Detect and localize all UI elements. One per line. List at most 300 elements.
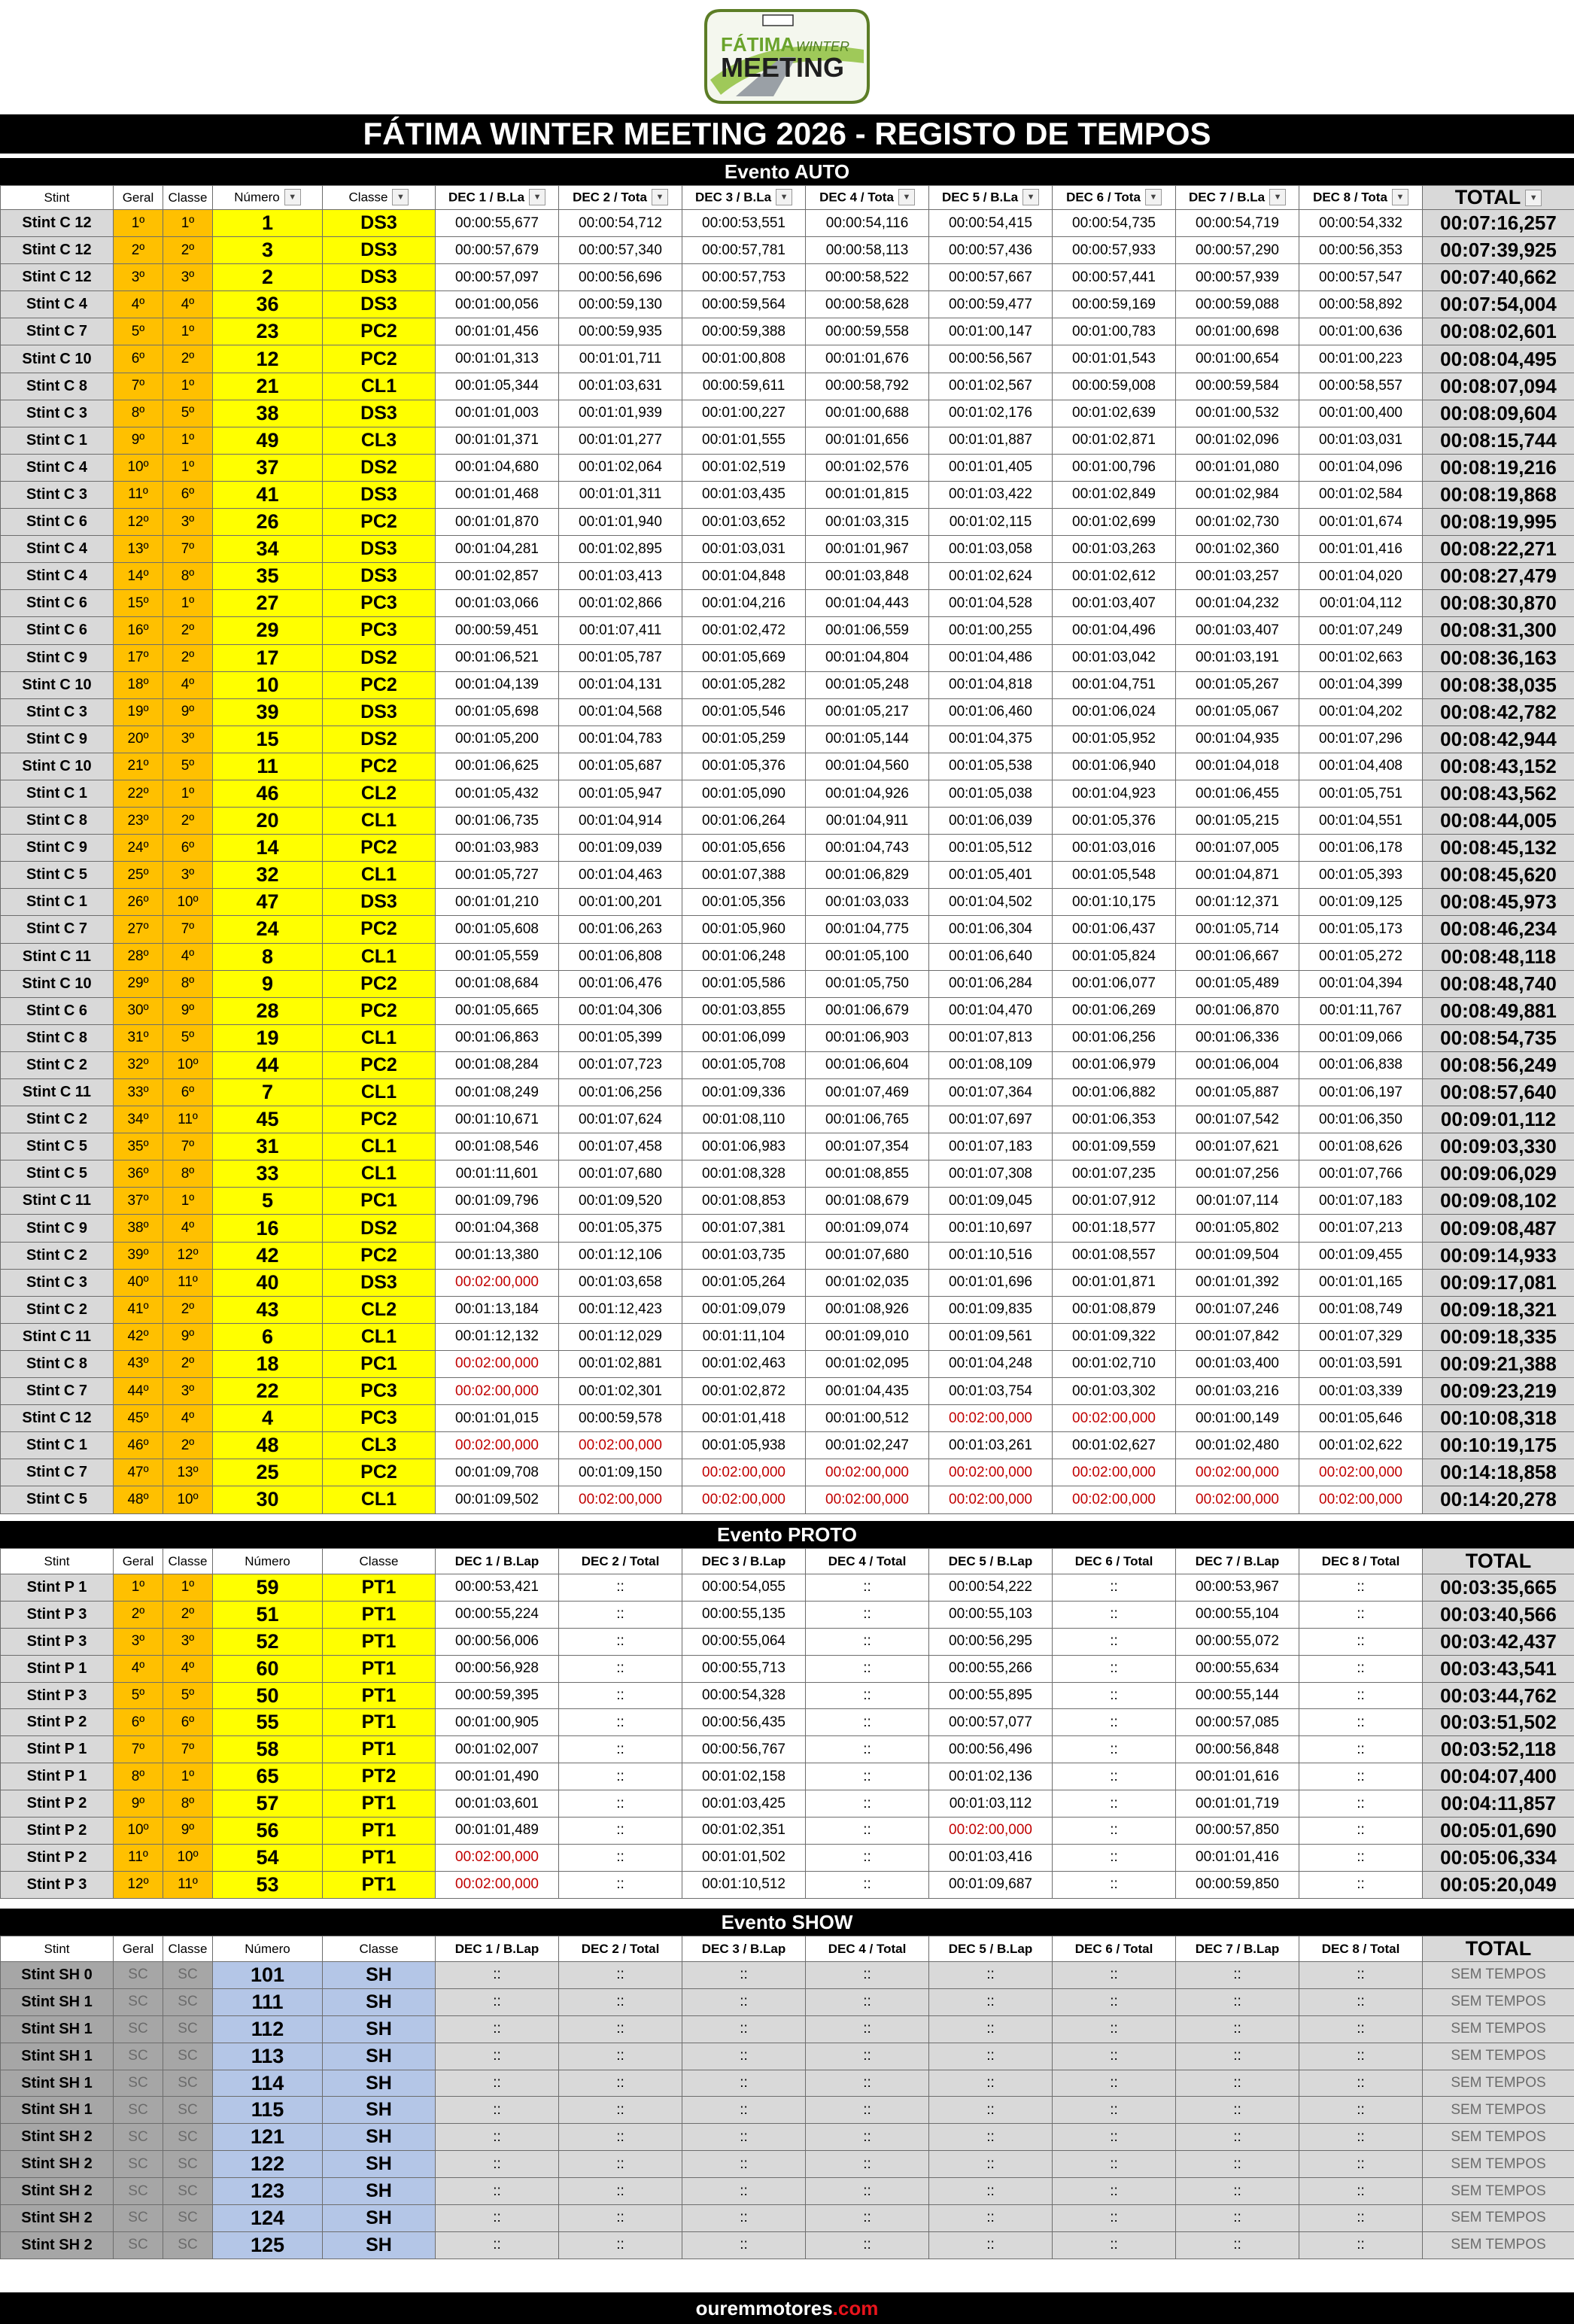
dec-5-time: 00:00:54,222: [929, 1574, 1053, 1602]
dec-4-time: ::: [806, 1655, 929, 1682]
filter-dropdown-icon[interactable]: ▼: [1392, 189, 1408, 205]
dec-1-time: 00:01:04,281: [436, 536, 559, 563]
dec-4-time: 00:01:03,848: [806, 563, 929, 590]
dec-7-time: 00:00:54,719: [1176, 210, 1299, 237]
dec-5-time: 00:01:00,147: [929, 318, 1053, 345]
overall-position: 38º: [114, 1215, 163, 1242]
dec-3-time: 00:00:54,055: [682, 1574, 806, 1602]
stint-cell: Stint C 4: [1, 536, 114, 563]
car-class: PC2: [323, 1242, 436, 1269]
dec-5-time: 00:01:05,538: [929, 753, 1053, 780]
dec-7-time: ::: [1176, 2151, 1299, 2178]
car-number: 124: [213, 2205, 323, 2232]
stint-cell: Stint P 3: [1, 1871, 114, 1898]
dec-2-time: ::: [559, 1790, 682, 1818]
dec-1-time: 00:01:01,870: [436, 509, 559, 536]
class-position: 3º: [163, 862, 213, 889]
dec-5-time: 00:00:59,477: [929, 291, 1053, 318]
car-number: 56: [213, 1818, 323, 1845]
dec-4-time: ::: [806, 1844, 929, 1871]
stint-cell: Stint C 10: [1, 671, 114, 698]
dec-6-time: 00:01:06,979: [1053, 1051, 1176, 1078]
class-position: 10º: [163, 1844, 213, 1871]
car-class: DS3: [323, 481, 436, 508]
filter-dropdown-icon[interactable]: ▼: [652, 189, 668, 205]
dec-1-time: 00:01:01,456: [436, 318, 559, 345]
stint-cell: Stint P 2: [1, 1818, 114, 1845]
car-class: PC2: [323, 997, 436, 1024]
filter-dropdown-icon[interactable]: ▼: [392, 189, 409, 205]
car-class: SH: [323, 2205, 436, 2232]
dec-7-time: 00:01:07,005: [1176, 835, 1299, 862]
filter-dropdown-icon[interactable]: ▼: [776, 189, 792, 205]
dec-4-time: 00:01:05,144: [806, 725, 929, 753]
col-total-label: TOTAL: [1454, 186, 1521, 208]
class-position: SC: [163, 2124, 213, 2151]
col-dec-5: [929, 1936, 1053, 1962]
dec-3-time: 00:01:09,079: [682, 1296, 806, 1323]
dec-4-time: ::: [806, 2043, 929, 2070]
total-time: 00:08:57,640: [1423, 1079, 1574, 1106]
filter-dropdown-icon[interactable]: ▼: [529, 189, 545, 205]
table-row: [1, 2205, 1574, 2232]
total-time: 00:07:40,662: [1423, 264, 1574, 291]
dec-5-time: 00:02:00,000: [929, 1486, 1053, 1513]
col-class-label: Classe: [359, 1553, 399, 1568]
overall-position: 37º: [114, 1188, 163, 1215]
dec-8-time: ::: [1299, 2151, 1423, 2178]
col-dec-8[interactable]: [1299, 186, 1423, 210]
overall-position: 12º: [114, 1871, 163, 1898]
class-position: 11º: [163, 1269, 213, 1296]
stint-cell: Stint P 3: [1, 1682, 114, 1709]
dec-5-time: 00:01:02,115: [929, 509, 1053, 536]
dec-2-time: 00:01:09,150: [559, 1459, 682, 1486]
dec-6-time: 00:00:59,169: [1053, 291, 1176, 318]
dec-7-time: 00:01:01,616: [1176, 1763, 1299, 1790]
dec-2-time: ::: [559, 1844, 682, 1871]
car-class: CL3: [323, 1432, 436, 1459]
col-dec-3-label: DEC 3 / B.Lap: [701, 1553, 786, 1568]
stint-cell: Stint C 7: [1, 1378, 114, 1405]
dec-1-time: 00:00:59,395: [436, 1682, 559, 1709]
dec-7-time: ::: [1176, 2070, 1299, 2097]
total-time: 00:08:04,495: [1423, 345, 1574, 373]
dec-8-time: 00:01:05,646: [1299, 1405, 1423, 1432]
dec-6-time: ::: [1053, 2097, 1176, 2124]
car-number: 35: [213, 563, 323, 590]
car-class: PT1: [323, 1844, 436, 1871]
dec-5-time: ::: [929, 2178, 1053, 2205]
car-number: 30: [213, 1486, 323, 1513]
col-dec-2[interactable]: [559, 186, 682, 210]
total-time: 00:08:56,249: [1423, 1051, 1574, 1078]
dec-6-time: 00:01:02,699: [1053, 509, 1176, 536]
class-position: 2º: [163, 1350, 213, 1377]
dec-8-time: 00:01:02,622: [1299, 1432, 1423, 1459]
overall-position: 9º: [114, 427, 163, 454]
dec-7-time: 00:02:00,000: [1176, 1459, 1299, 1486]
col-dec-7-label: DEC 7 / B.Lap: [1195, 1553, 1280, 1568]
dec-5-time: 00:01:08,109: [929, 1051, 1053, 1078]
dec-8-time: ::: [1299, 2231, 1423, 2259]
total-time: 00:03:52,118: [1423, 1736, 1574, 1763]
col-dec-6[interactable]: [1053, 186, 1176, 210]
dec-8-time: 00:00:56,353: [1299, 237, 1423, 264]
dec-7-time: 00:01:00,532: [1176, 400, 1299, 427]
dec-4-time: 00:00:54,116: [806, 210, 929, 237]
dec-8-time: ::: [1299, 1601, 1423, 1628]
col-geral-label: Geral: [122, 1553, 154, 1568]
car-class: CL3: [323, 427, 436, 454]
dec-3-time: ::: [682, 2070, 806, 2097]
dec-7-time: 00:01:05,267: [1176, 671, 1299, 698]
dec-6-time: 00:01:06,353: [1053, 1106, 1176, 1133]
table-row: [1, 1682, 1574, 1709]
car-class: PC2: [323, 835, 436, 862]
dec-8-time: 00:01:04,202: [1299, 698, 1423, 725]
dec-8-time: 00:01:06,838: [1299, 1051, 1423, 1078]
results-table-show: [0, 1936, 1574, 2259]
stint-cell: Stint C 11: [1, 1079, 114, 1106]
dec-8-time: ::: [1299, 2124, 1423, 2151]
dec-8-time: 00:00:54,332: [1299, 210, 1423, 237]
dec-8-time: 00:01:08,749: [1299, 1296, 1423, 1323]
dec-4-time: ::: [806, 1818, 929, 1845]
dec-7-time: 00:01:07,256: [1176, 1160, 1299, 1188]
total-time: 00:08:43,562: [1423, 780, 1574, 807]
filter-dropdown-icon[interactable]: ▼: [1269, 189, 1286, 205]
overall-position: 4º: [114, 1655, 163, 1682]
car-class: SH: [323, 2231, 436, 2259]
car-number: 60: [213, 1655, 323, 1682]
class-position: 9º: [163, 1818, 213, 1845]
table-row: [1, 2043, 1574, 2070]
dec-3-time: 00:01:09,336: [682, 1079, 806, 1106]
dec-2-time: 00:01:01,711: [559, 345, 682, 373]
dec-8-time: 00:01:05,272: [1299, 943, 1423, 970]
table-row: [1, 1378, 1574, 1405]
dec-6-time: ::: [1053, 1628, 1176, 1655]
total-time: 00:08:45,132: [1423, 835, 1574, 862]
dec-4-time: 00:00:59,558: [806, 318, 929, 345]
total-time: 00:03:40,566: [1423, 1601, 1574, 1628]
dec-2-time: 00:01:04,914: [559, 808, 682, 835]
class-position: 1º: [163, 318, 213, 345]
dec-7-time: 00:01:05,802: [1176, 1215, 1299, 1242]
col-dec-7-label: DEC 7 / B.La: [1188, 189, 1266, 204]
total-time: 00:08:07,094: [1423, 373, 1574, 400]
dec-2-time: 00:01:07,411: [559, 617, 682, 644]
col-classe: [163, 1936, 213, 1962]
dec-7-time: 00:01:03,257: [1176, 563, 1299, 590]
dec-8-time: 00:01:06,178: [1299, 835, 1423, 862]
dec-3-time: 00:00:55,135: [682, 1601, 806, 1628]
col-class[interactable]: [323, 186, 436, 210]
car-number: 39: [213, 698, 323, 725]
dec-2-time: 00:01:05,399: [559, 1024, 682, 1051]
table-row: [1, 509, 1574, 536]
car-number: 28: [213, 997, 323, 1024]
dec-6-time: 00:01:09,322: [1053, 1323, 1176, 1350]
dec-2-time: 00:01:02,866: [559, 590, 682, 617]
dec-7-time: 00:00:59,584: [1176, 373, 1299, 400]
overall-position: 23º: [114, 808, 163, 835]
dec-8-time: 00:00:58,557: [1299, 373, 1423, 400]
dec-7-time: 00:01:01,719: [1176, 1790, 1299, 1818]
dec-5-time: 00:01:09,835: [929, 1296, 1053, 1323]
dec-3-time: 00:01:05,264: [682, 1269, 806, 1296]
dec-1-time: 00:01:13,184: [436, 1296, 559, 1323]
car-class: CL2: [323, 1296, 436, 1323]
total-time: 00:09:17,081: [1423, 1269, 1574, 1296]
dec-5-time: 00:01:04,818: [929, 671, 1053, 698]
dec-2-time: ::: [559, 1871, 682, 1898]
class-position: 13º: [163, 1459, 213, 1486]
car-class: PT1: [323, 1655, 436, 1682]
col-dec-6-label: DEC 6 / Tota: [1066, 189, 1141, 204]
car-number: 121: [213, 2124, 323, 2151]
col-dec-5[interactable]: [929, 186, 1053, 210]
overall-position: 8º: [114, 1763, 163, 1790]
stint-cell: Stint C 12: [1, 210, 114, 237]
dec-3-time: 00:01:06,248: [682, 943, 806, 970]
dec-3-time: 00:01:06,983: [682, 1133, 806, 1160]
car-number: 6: [213, 1323, 323, 1350]
class-position: 2º: [163, 1432, 213, 1459]
filter-dropdown-icon[interactable]: ▼: [1525, 190, 1542, 206]
stint-cell: Stint C 8: [1, 808, 114, 835]
dec-4-time: ::: [806, 2151, 929, 2178]
dec-6-time: 00:02:00,000: [1053, 1459, 1176, 1486]
car-class: PT1: [323, 1871, 436, 1898]
table-row: [1, 644, 1574, 671]
filter-dropdown-icon[interactable]: ▼: [1145, 189, 1162, 205]
car-number: 29: [213, 617, 323, 644]
col-dec-3-label: DEC 3 / B.Lap: [701, 1941, 786, 1956]
dec-5-time: 00:00:57,077: [929, 1709, 1053, 1736]
overall-position: SC: [114, 2124, 163, 2151]
dec-8-time: 00:01:03,339: [1299, 1378, 1423, 1405]
dec-1-time: 00:02:00,000: [436, 1378, 559, 1405]
dec-5-time: 00:01:03,422: [929, 481, 1053, 508]
dec-5-time: 00:01:03,416: [929, 1844, 1053, 1871]
class-position: SC: [163, 2097, 213, 2124]
class-position: 2º: [163, 808, 213, 835]
col-dec-1[interactable]: [436, 186, 559, 210]
stint-cell: Stint SH 1: [1, 2043, 114, 2070]
car-class: PT1: [323, 1790, 436, 1818]
total-time: 00:08:48,118: [1423, 943, 1574, 970]
total-time: SEM TEMPOS: [1423, 1962, 1574, 1989]
car-number: 40: [213, 1269, 323, 1296]
col-stint-label: Stint: [44, 190, 70, 205]
total-time: 00:04:07,400: [1423, 1763, 1574, 1790]
dec-3-time: 00:01:03,425: [682, 1790, 806, 1818]
dec-6-time: ::: [1053, 2231, 1176, 2259]
dec-6-time: 00:02:00,000: [1053, 1405, 1176, 1432]
table-row: [1, 2178, 1574, 2205]
total-time: 00:07:39,925: [1423, 237, 1574, 264]
dec-4-time: 00:01:08,926: [806, 1296, 929, 1323]
dec-2-time: ::: [559, 2097, 682, 2124]
dec-8-time: 00:01:01,674: [1299, 509, 1423, 536]
dec-7-time: 00:01:09,504: [1176, 1242, 1299, 1269]
stint-cell: Stint C 6: [1, 590, 114, 617]
stint-cell: Stint SH 2: [1, 2151, 114, 2178]
dec-8-time: 00:00:57,547: [1299, 264, 1423, 291]
filter-dropdown-icon[interactable]: ▼: [284, 189, 301, 205]
dec-3-time: 00:01:05,960: [682, 916, 806, 943]
dec-3-time: 00:01:02,519: [682, 454, 806, 481]
table-row: [1, 454, 1574, 481]
class-position: 7º: [163, 536, 213, 563]
car-number: 3: [213, 237, 323, 264]
col-dec-1-label: DEC 1 / B.Lap: [454, 1553, 539, 1568]
dec-3-time: 00:01:04,848: [682, 563, 806, 590]
dec-6-time: ::: [1053, 2205, 1176, 2232]
stint-cell: Stint C 3: [1, 481, 114, 508]
car-class: CL1: [323, 1323, 436, 1350]
table-row: [1, 617, 1574, 644]
dec-4-time: 00:01:04,560: [806, 753, 929, 780]
dec-6-time: ::: [1053, 1962, 1176, 1989]
dec-4-time: ::: [806, 1871, 929, 1898]
dec-7-time: 00:01:04,871: [1176, 862, 1299, 889]
class-position: 4º: [163, 291, 213, 318]
class-position: SC: [163, 1988, 213, 2015]
dec-2-time: 00:01:00,201: [559, 889, 682, 916]
header-row: [1, 1549, 1574, 1574]
overall-position: 25º: [114, 862, 163, 889]
stint-cell: Stint C 4: [1, 291, 114, 318]
event-title-show: Evento SHOW: [0, 1909, 1574, 1936]
car-class: PC2: [323, 345, 436, 373]
dec-2-time: 00:01:03,658: [559, 1269, 682, 1296]
total-time: 00:08:48,740: [1423, 970, 1574, 997]
dec-3-time: 00:01:08,328: [682, 1160, 806, 1188]
total-time: SEM TEMPOS: [1423, 2151, 1574, 2178]
dec-7-time: 00:01:00,149: [1176, 1405, 1299, 1432]
dec-1-time: ::: [436, 2205, 559, 2232]
dec-1-time: 00:02:00,000: [436, 1432, 559, 1459]
col-dec-7[interactable]: [1176, 186, 1299, 210]
table-row: [1, 1655, 1574, 1682]
dec-6-time: ::: [1053, 2178, 1176, 2205]
dec-8-time: 00:01:03,591: [1299, 1350, 1423, 1377]
car-class: DS3: [323, 563, 436, 590]
col-numero[interactable]: [213, 186, 323, 210]
dec-7-time: 00:01:05,215: [1176, 808, 1299, 835]
dec-7-time: 00:01:05,067: [1176, 698, 1299, 725]
car-class: DS3: [323, 210, 436, 237]
col-dec-2: [559, 1549, 682, 1574]
car-class: SH: [323, 2151, 436, 2178]
overall-position: 36º: [114, 1160, 163, 1188]
table-row: [1, 481, 1574, 508]
dec-8-time: 00:02:00,000: [1299, 1486, 1423, 1513]
dec-3-time: 00:01:11,104: [682, 1323, 806, 1350]
dec-3-time: 00:01:08,853: [682, 1188, 806, 1215]
filter-dropdown-icon[interactable]: ▼: [898, 189, 915, 205]
dec-3-time: 00:01:01,555: [682, 427, 806, 454]
dec-6-time: 00:01:02,612: [1053, 563, 1176, 590]
stint-cell: Stint C 11: [1, 1188, 114, 1215]
dec-5-time: 00:01:02,624: [929, 563, 1053, 590]
dec-5-time: 00:01:09,687: [929, 1871, 1053, 1898]
class-position: 11º: [163, 1871, 213, 1898]
stint-cell: Stint SH 2: [1, 2205, 114, 2232]
col-dec-3[interactable]: [682, 186, 806, 210]
dec-6-time: 00:00:54,735: [1053, 210, 1176, 237]
dec-1-time: 00:00:53,421: [436, 1574, 559, 1602]
dec-4-time: ::: [806, 1962, 929, 1989]
dec-8-time: ::: [1299, 2205, 1423, 2232]
car-number: 21: [213, 373, 323, 400]
car-class: SH: [323, 2070, 436, 2097]
dec-4-time: 00:01:03,033: [806, 889, 929, 916]
col-dec-4: [806, 1549, 929, 1574]
total-time: SEM TEMPOS: [1423, 2097, 1574, 2124]
class-position: 11º: [163, 1106, 213, 1133]
dec-8-time: ::: [1299, 2097, 1423, 2124]
total-time: SEM TEMPOS: [1423, 2015, 1574, 2043]
col-dec-4[interactable]: [806, 186, 929, 210]
dec-6-time: ::: [1053, 1790, 1176, 1818]
overall-position: 47º: [114, 1459, 163, 1486]
total-time: 00:08:45,973: [1423, 889, 1574, 916]
col-dec-5-label: DEC 5 / B.Lap: [948, 1941, 1033, 1956]
dec-3-time: 00:01:08,110: [682, 1106, 806, 1133]
overall-position: 11º: [114, 481, 163, 508]
col-total-label: TOTAL: [1465, 1550, 1532, 1572]
class-position: SC: [163, 1962, 213, 1989]
col-geral: [114, 1936, 163, 1962]
total-time: 00:07:16,257: [1423, 210, 1574, 237]
col-numero-label: Número: [245, 1553, 290, 1568]
car-number: 11: [213, 753, 323, 780]
dec-7-time: 00:01:05,489: [1176, 970, 1299, 997]
car-number: 59: [213, 1574, 323, 1602]
car-number: 123: [213, 2178, 323, 2205]
col-classe: [163, 1549, 213, 1574]
dec-2-time: ::: [559, 2151, 682, 2178]
col-total[interactable]: [1423, 186, 1574, 210]
dec-6-time: 00:01:03,302: [1053, 1378, 1176, 1405]
dec-8-time: ::: [1299, 1818, 1423, 1845]
car-class: PC3: [323, 617, 436, 644]
table-row: [1, 1051, 1574, 1078]
stint-cell: Stint C 12: [1, 1405, 114, 1432]
dec-3-time: ::: [682, 2205, 806, 2232]
dec-6-time: 00:01:01,543: [1053, 345, 1176, 373]
dec-6-time: 00:00:57,441: [1053, 264, 1176, 291]
car-number: 37: [213, 454, 323, 481]
dec-5-time: 00:01:06,460: [929, 698, 1053, 725]
dec-3-time: 00:00:56,435: [682, 1709, 806, 1736]
total-time: 00:03:43,541: [1423, 1655, 1574, 1682]
dec-1-time: 00:01:05,727: [436, 862, 559, 889]
total-time: 00:08:43,152: [1423, 753, 1574, 780]
col-stint: [1, 186, 114, 210]
dec-5-time: ::: [929, 2015, 1053, 2043]
class-position: 6º: [163, 1079, 213, 1106]
filter-dropdown-icon[interactable]: ▼: [1022, 189, 1039, 205]
dec-8-time: ::: [1299, 1962, 1423, 1989]
overall-position: 34º: [114, 1106, 163, 1133]
car-class: PC2: [323, 509, 436, 536]
dec-5-time: 00:01:06,284: [929, 970, 1053, 997]
